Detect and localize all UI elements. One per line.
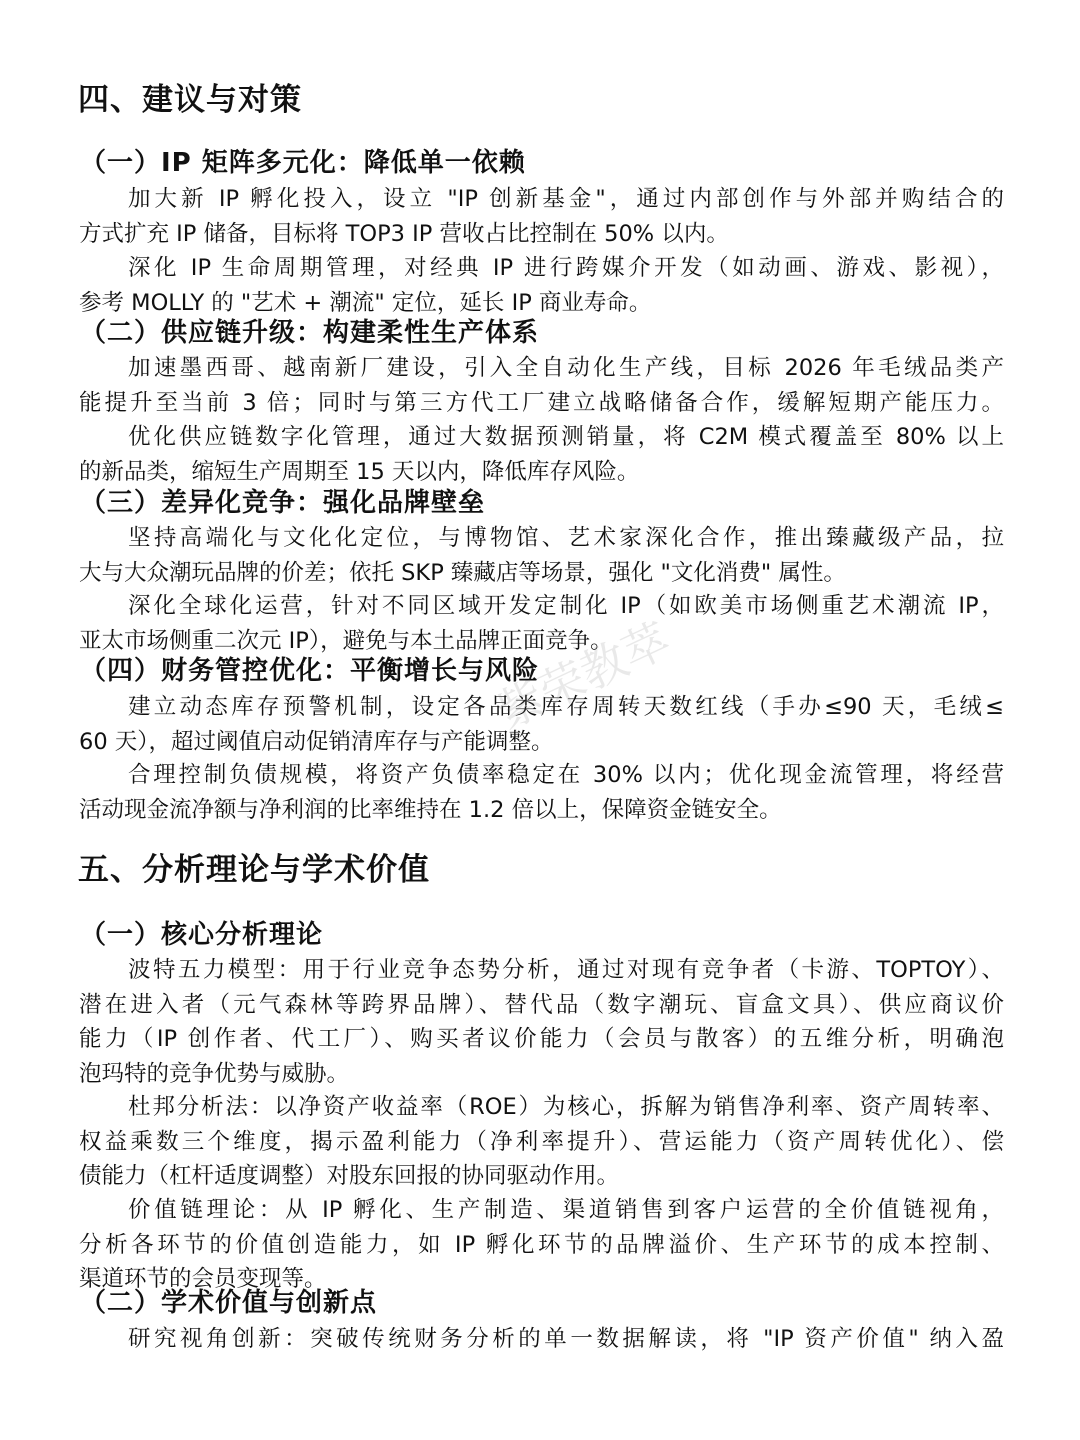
paragraph-4-1-1 <box>79 182 1004 251</box>
paragraph-line: 波特五力模型：用于行业竞争态势分析，通过对现有竞争者（卡游、TOPTOY）、 <box>128 957 1004 983</box>
paragraph-line: 建立动态库存预警机制，设定各品类库存周转天数红线（手办≤90 天，毛绒≤ <box>128 694 1004 720</box>
paragraph-5-1-3 <box>79 1193 1004 1297</box>
paragraph-line: 优化供应链数字化管理，通过大数据预测销量，将 C2M 模式覆盖至 80% 以上 <box>128 424 1004 450</box>
paragraph-4-1-2 <box>79 251 1004 320</box>
paragraph-line: 方式扩充 IP 储备，目标将 TOP3 IP 营收占比控制在 50% 以内。 <box>79 220 729 247</box>
subsection-4-2-title: （二）供应链升级：构建柔性生产体系 <box>80 318 540 348</box>
paragraph-line: 研究视角创新：突破传统财务分析的单一数据解读，将 "IP 资产价值" 纳入盈 <box>128 1326 1004 1352</box>
watermark: 紫荣教萃 <box>488 612 679 740</box>
paragraph-5-1-1 <box>79 953 1004 1091</box>
paragraph-line: 能提升至当前 3 倍；同时与第三方代工厂建立战略储备合作，缓解短期产能压力。 <box>79 389 1004 416</box>
paragraph-line: 加大新 IP 孵化投入，设立 "IP 创新基金"，通过内部创作与外部并购结合的 <box>128 186 1004 212</box>
paragraph-line: 大与大众潮玩品牌的价差；依托 SKP 臻藏店等场景，强化 "文化消费" 属性。 <box>79 559 846 586</box>
paragraph-line: 杜邦分析法：以净资产收益率（ROE）为核心，拆解为销售净利率、资产周转率、 <box>128 1094 1004 1120</box>
paragraph-4-2-2 <box>79 420 1004 489</box>
subsection-5-1-title: （一）核心分析理论 <box>80 920 324 950</box>
subsection-4-3-title: （三）差异化竞争：强化品牌壁垒 <box>80 488 486 518</box>
paragraph-line: 60 天），超过阈值启动促销清库存与产能调整。 <box>79 728 554 755</box>
paragraph-line: 合理控制负债规模，将资产负债率稳定在 30% 以内；优化现金流管理，将经营 <box>128 762 1004 788</box>
paragraph-line: 活动现金流净额与净利润的比率维持在 1.2 倍以上，保障资金链安全。 <box>79 796 782 823</box>
paragraph-line: 深化全球化运营，针对不同区域开发定制化 IP（如欧美市场侧重艺术潮流 IP， <box>128 593 1004 619</box>
paragraph-line: 坚持高端化与文化化定位，与博物馆、艺术家深化合作，推出臻藏级产品，拉 <box>128 525 1004 551</box>
paragraph-line: 价值链理论：从 IP 孵化、生产制造、渠道销售到客户运营的全价值链视角， <box>128 1197 1004 1223</box>
paragraph-4-4-2 <box>79 758 1004 827</box>
section-4-heading: 四、建议与对策 <box>78 82 302 118</box>
paragraph-line: 潜在进入者（元气森林等跨界品牌）、替代品（数字潮玩、盲盒文具）、供应商议价 <box>79 991 1004 1018</box>
paragraph-line: 深化 IP 生命周期管理，对经典 IP 进行跨媒介开发（如动画、游戏、影视）， <box>128 255 1004 281</box>
paragraph-line: 亚太市场侧重二次元 IP），避免与本土品牌正面竞争。 <box>79 627 613 654</box>
subsection-4-1-title: （一）IP 矩阵多元化：降低单一依赖 <box>80 148 526 178</box>
paragraph-line: 加速墨西哥、越南新厂建设，引入全自动化生产线，目标 2026 年毛绒品类产 <box>128 355 1004 381</box>
paragraph-5-2-1 <box>79 1322 1004 1357</box>
paragraph-line: 分析各环节的价值创造能力，如 IP 孵化环节的品牌溢价、生产环节的成本控制、 <box>79 1231 1004 1258</box>
paragraph-line: 参考 MOLLY 的 "艺术 + 潮流" 定位，延长 IP 商业寿命。 <box>79 289 652 316</box>
paragraph-line: 泡玛特的竞争优势与威胁。 <box>79 1060 350 1087</box>
paragraph-line: 能力（IP 创作者、代工厂）、购买者议价能力（会员与散客）的五维分析，明确泡 <box>79 1026 1004 1052</box>
subsection-5-2-title: （二）学术价值与创新点 <box>80 1288 378 1318</box>
paragraph-4-3-2 <box>79 589 1004 658</box>
paragraph-5-1-2 <box>79 1090 1004 1194</box>
paragraph-line: 权益乘数三个维度，揭示盈利能力（净利率提升）、营运能力（资产周转优化）、偿 <box>79 1128 1004 1155</box>
subsection-4-4-title: （四）财务管控优化：平衡增长与风险 <box>80 656 540 686</box>
paragraph-line: 债能力（杠杆适度调整）对股东回报的协同驱动作用。 <box>79 1163 620 1189</box>
paragraph-line: 渠道环节的会员变现等。 <box>79 1266 327 1292</box>
section-5-heading: 五、分析理论与学术价值 <box>78 852 430 888</box>
paragraph-4-2-1 <box>79 351 1004 420</box>
paragraph-4-3-1 <box>79 521 1004 590</box>
paragraph-line: 的新品类，缩短生产周期至 15 天以内，降低库存风险。 <box>79 458 640 485</box>
